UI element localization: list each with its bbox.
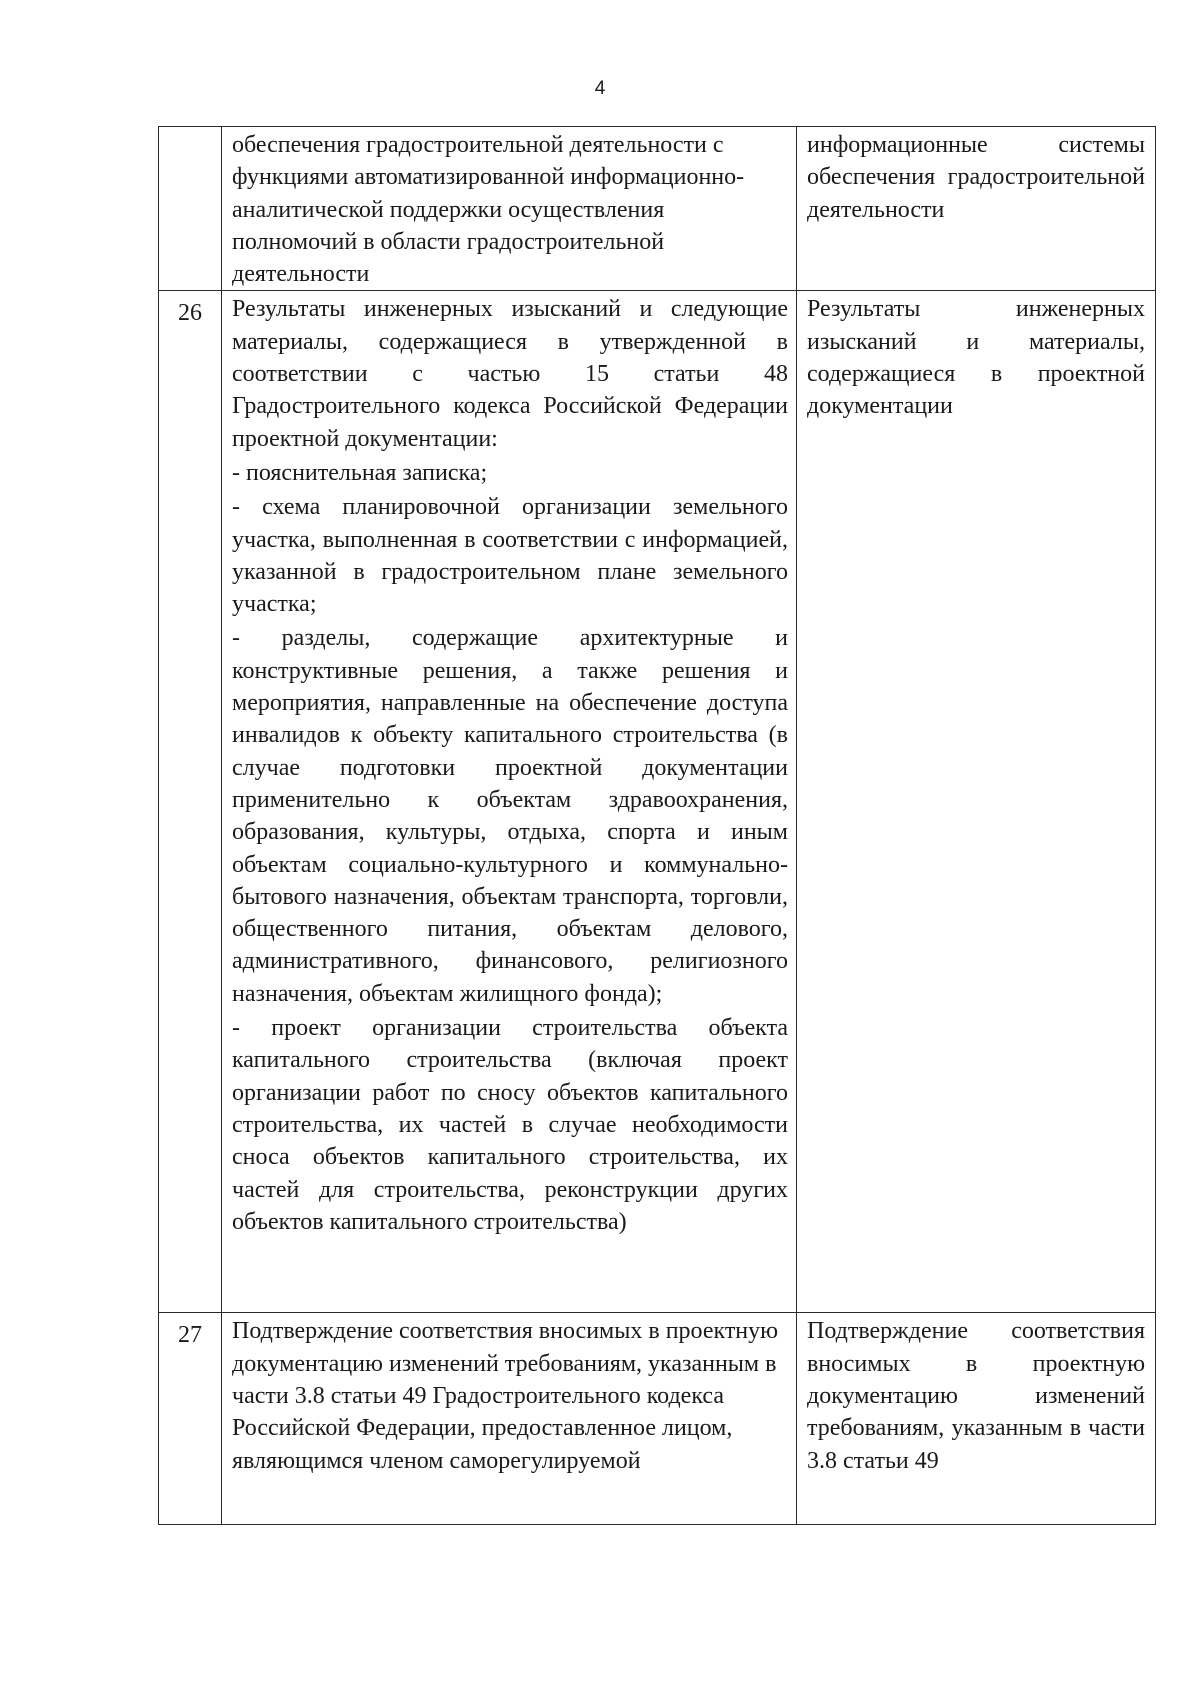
description-list-item: - проект организации строительства объекта капитального строительства (включая проект организации работ по сносу объектов капитального строительства, их частей в случае необходимости сноса объектов капитального строительства, их частей для строительства, реконструкции других объектов капитального строительства) xyxy=(232,1015,788,1235)
table-row xyxy=(159,1313,1156,1525)
description-list-item: - схема планировочной организации земельного участка, выполненная в соответствии с информацией, указанной в градостроительном плане земельного участка; xyxy=(232,494,788,618)
description-cell xyxy=(222,127,797,291)
description-paragraph: обеспечения градостроительной деятельности с функциями автоматизированной информационно-аналитической поддержки осуществления полномочий в области градостроительной деятельности xyxy=(232,132,745,288)
row-number: 27 xyxy=(178,1322,202,1349)
description-paragraph: Подтверждение соответствия вносимых в проектную документацию изменений требованиям, указанным в части 3.8 статьи 49 Градостроительного кодекса Российской Федерации, предоставленное лицом, являющимся членом саморегулируемой xyxy=(232,1318,779,1474)
result-cell xyxy=(797,1313,1156,1525)
row-number-cell xyxy=(159,291,222,1313)
result-text: информационные системы обеспечения градостроительной деятельности xyxy=(807,132,1145,223)
description-paragraph: Результаты инженерных изысканий и следующие материалы, содержащиеся в утвержденной в соответствии с частью 15 статьи 48 Градостроительного кодекса Российской Федерации проектной документации: xyxy=(232,296,788,452)
row-number xyxy=(159,127,221,133)
result-cell xyxy=(797,127,1156,291)
table-row xyxy=(159,127,1156,291)
description-list-item: - пояснительная записка; xyxy=(232,459,488,486)
row-number-cell xyxy=(159,127,222,291)
row-number: 26 xyxy=(178,300,202,327)
row-number-cell xyxy=(159,1313,222,1525)
description-list-item: - разделы, содержащие архитектурные и конструктивные решения, а также решения и мероприятия, направленные на обеспечение доступа инвалидов к объекту капитального строительства (в случае подготовки проектной документации применительно к объектам здравоохранения, образования, культуры, отдыха, спорта и иным объектам социально-культурного и коммунально-бытового назначения, объектам транспорта, торговли, общественного питания, объектам делового, административного, финансового, религиозного назначения, объектам жилищного фонда); xyxy=(232,625,788,1007)
result-cell xyxy=(797,291,1156,1313)
description-cell xyxy=(222,1313,797,1525)
page-number: 4 xyxy=(594,78,606,99)
description-cell xyxy=(222,291,797,1313)
table-row xyxy=(159,291,1156,1313)
result-text: Подтверждение соответствия вносимых в проектную документацию изменений требованиям, указанным в части 3.8 статьи 49 xyxy=(807,1318,1145,1474)
documents-table xyxy=(158,126,1156,1525)
result-text: Результаты инженерных изысканий и материалы, содержащиеся в проектной документации xyxy=(807,296,1145,420)
